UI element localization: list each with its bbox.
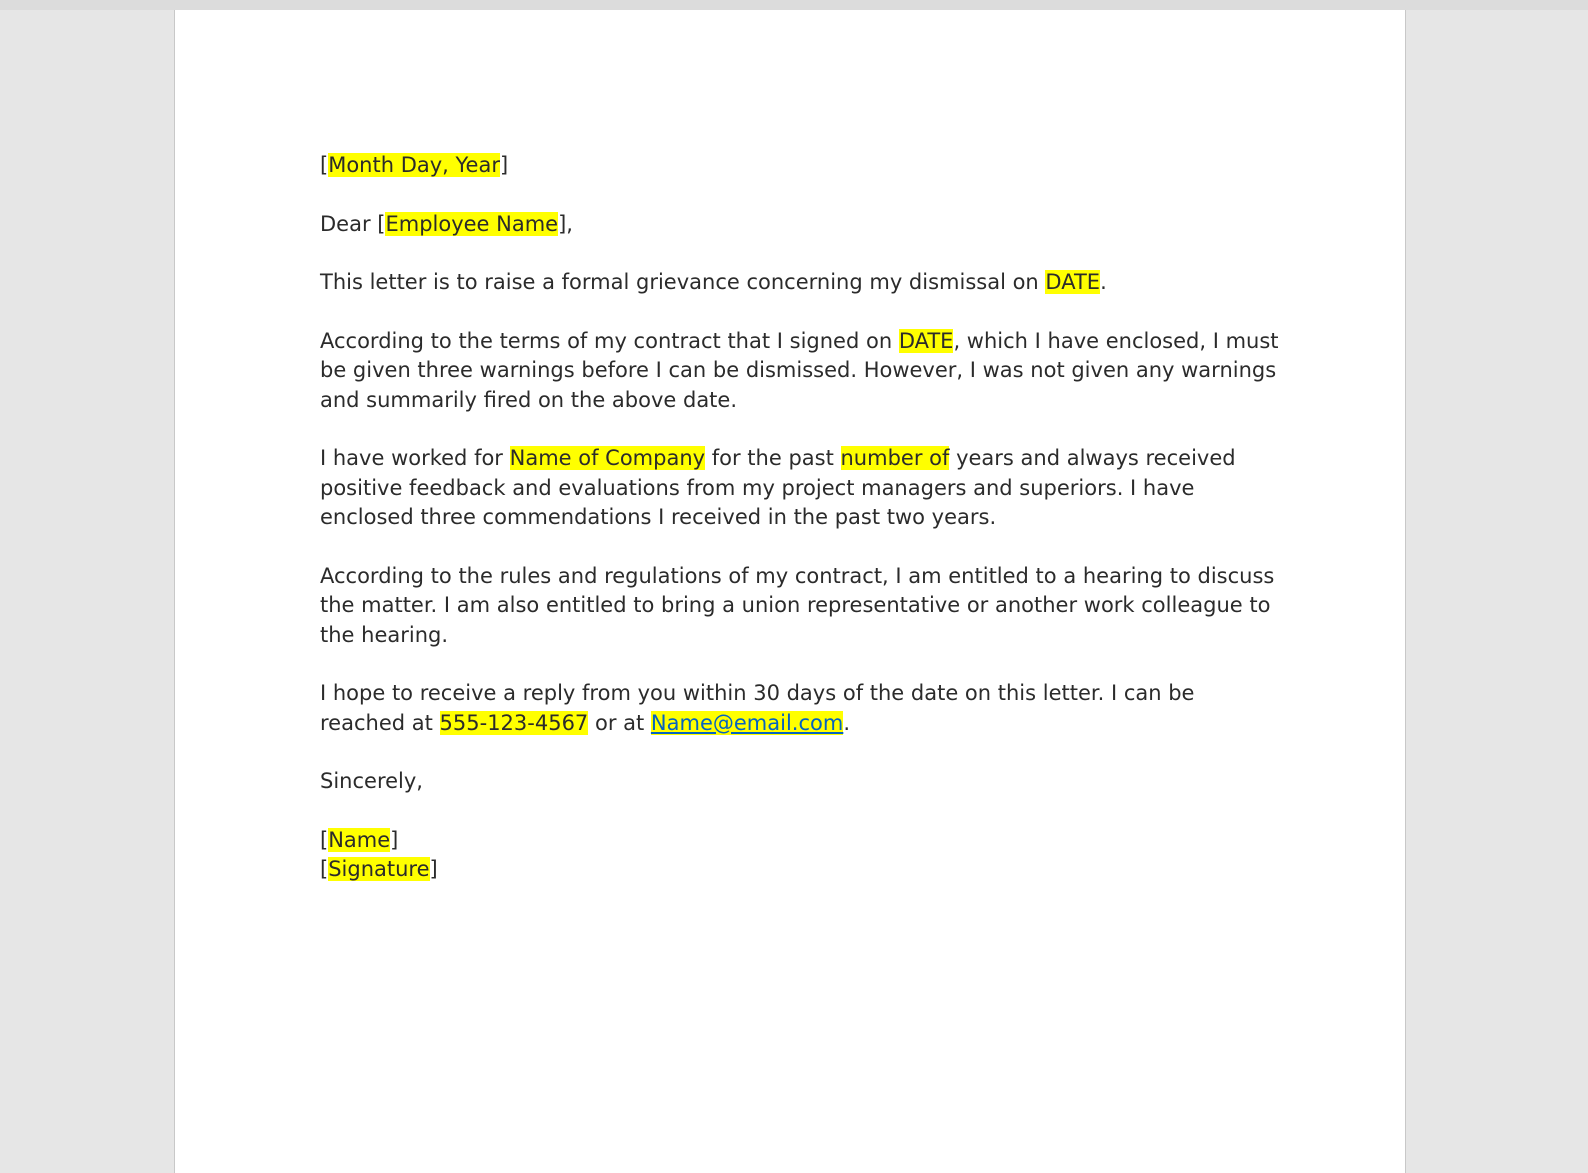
salutation-prefix: Dear [ (320, 211, 386, 236)
window-top-strip (0, 0, 1588, 10)
paragraph-3-text-b: for the past (705, 446, 841, 470)
paragraph-3 (320, 444, 1280, 533)
date-line: [Month Day, Year] (320, 153, 509, 177)
paragraph-2-text-b: , which I have enclosed, I must be given three warnings before I can be dismissed. However, I was not given any warnings and summarily fired on the above date. (320, 328, 1279, 412)
salutation (320, 210, 1280, 240)
paragraph-3-text-c: years and always received positive feedback and evaluations from my project managers and superiors. I have enclosed three commendations I received in the past two years. (320, 446, 1236, 529)
closing-text: Sincerely, (320, 769, 423, 793)
paragraph-4-text: According to the rules and regulations of my contract, I am entitled to a hearing to discuss the matter. I am also entitled to bring a union representative or another work colleague to the hearing. (320, 563, 1275, 647)
years-number-placeholder: number of (840, 446, 950, 470)
name-placeholder: Name (328, 827, 391, 852)
signature-placeholder: Signature (328, 857, 430, 881)
dismissal-date-placeholder: DATE (1045, 270, 1101, 294)
paragraph-1-text: This letter is to raise a formal grievance concerning my dismissal on (320, 270, 1046, 294)
paragraph-1 (320, 268, 1280, 298)
paragraph-5 (320, 679, 1280, 738)
paragraph-3-text-a: I have worked for (320, 446, 510, 470)
signature-line: [Signature] (320, 857, 438, 881)
paragraph-5-text-a: I hope to receive a reply from you within 30 days of the date on this letter. I can be reached at (320, 681, 1195, 735)
paragraph-2-text-a: According to the terms of my contract that I signed on (320, 328, 899, 353)
paragraph-5-end: . (843, 710, 851, 735)
paragraph-5-text-b: or at (588, 710, 651, 735)
paragraph-4 (320, 562, 1280, 651)
company-name-placeholder: Name of Company (509, 446, 706, 470)
email-link[interactable]: Name@email.com (650, 710, 844, 735)
closing (320, 767, 1280, 797)
letter-body[interactable] (320, 151, 1280, 885)
contract-date-placeholder: DATE (898, 328, 954, 353)
employee-name-placeholder: Employee Name (385, 211, 559, 236)
paragraph-1-end: . (1100, 270, 1107, 294)
document-page[interactable] (174, 10, 1406, 1173)
name-line: [Name] (320, 827, 399, 852)
paragraph-2 (320, 327, 1280, 416)
date-placeholder: Month Day, Year (328, 153, 500, 177)
phone-placeholder: 555-123-4567 (439, 710, 589, 735)
salutation-suffix: ], (558, 211, 573, 236)
